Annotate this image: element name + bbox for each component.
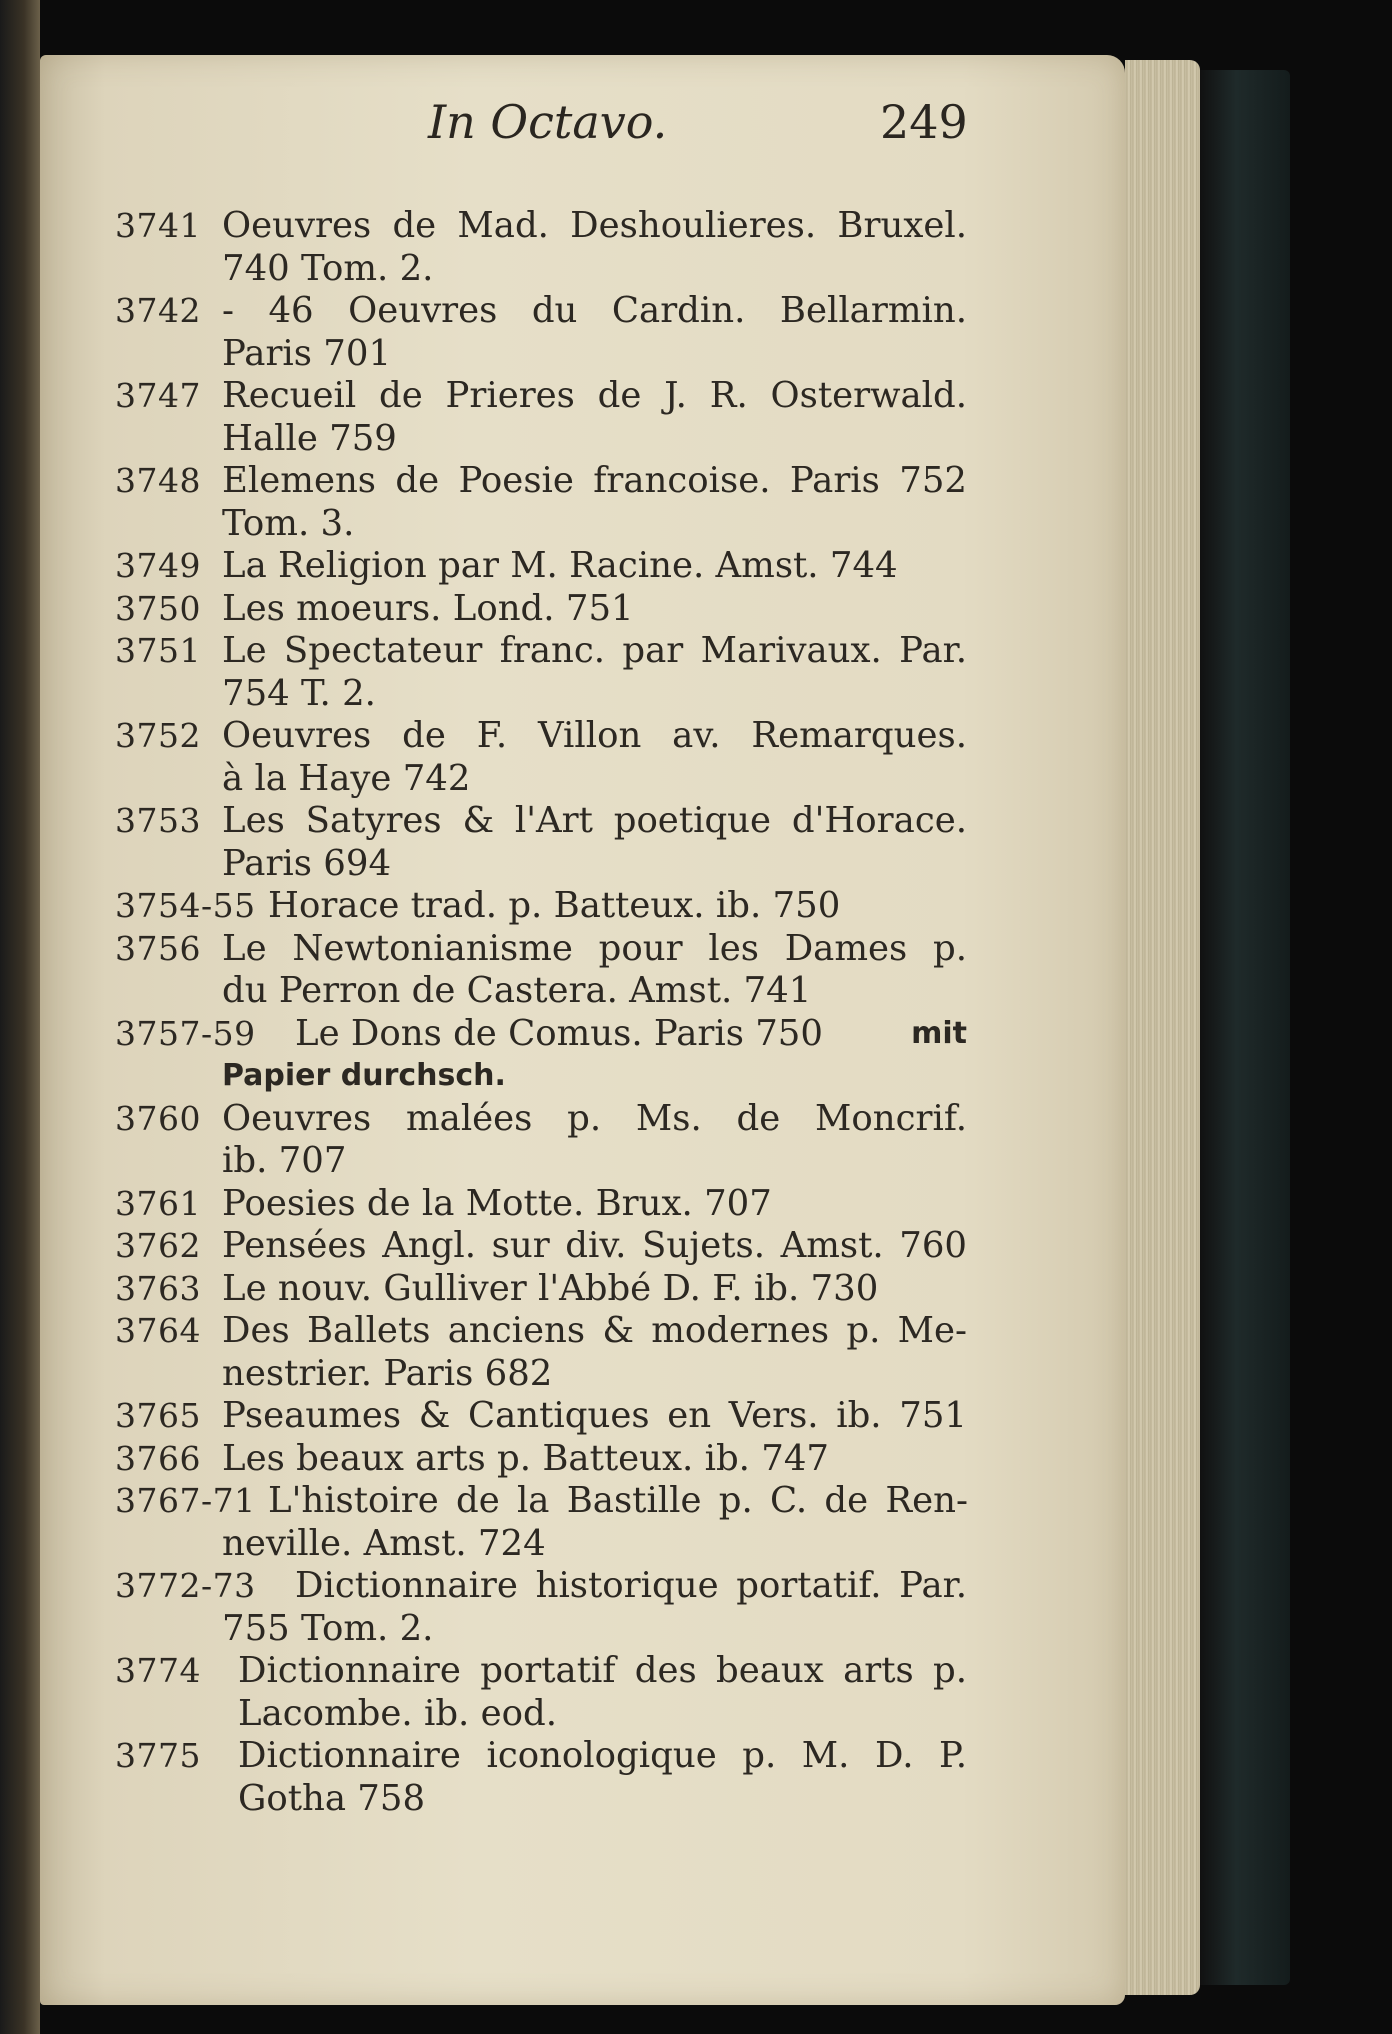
catalogue-entry — [0, 715, 1392, 800]
entry-number: 3763 — [115, 1268, 201, 1308]
entry-continuation: Halle 759 — [222, 417, 397, 459]
entry-title: Oeuvres de Mad. Deshoulieres. Bruxel. — [222, 205, 967, 246]
entry-title: Le nouv. Gulliver l'Abbé D. F. ib. 730 — [222, 1267, 879, 1309]
catalogue-entry — [0, 928, 1392, 1013]
entry-continuation: 740 Tom. 2. — [222, 247, 434, 289]
entry-title: Des Ballets anciens & modernes p. Me- — [222, 1310, 967, 1351]
entry-continuation: nestrier. Paris 682 — [222, 1352, 553, 1394]
entry-title: Dictionnaire portatif des beaux arts p. — [238, 1650, 967, 1691]
entry-continuation: Gotha 758 — [238, 1777, 426, 1819]
entry-number: 3764 — [115, 1311, 201, 1350]
entry-number: 3762 — [115, 1226, 201, 1265]
entry-continuation: Papier durchsch. — [222, 1058, 506, 1093]
catalogue-entry — [0, 290, 1392, 375]
entry-number: 3748 — [115, 461, 201, 500]
entry-title: Les Satyres & l'Art poetique d'Horace. — [222, 800, 967, 841]
entry-title: Dictionnaire iconologique p. M. D. P. — [238, 1735, 967, 1776]
catalogue-entry — [0, 1565, 1392, 1650]
entry-title: Pensées Angl. sur div. Sujets. Amst. 760 — [222, 1225, 967, 1266]
catalogue-entry — [0, 1268, 1392, 1311]
catalogue-entry — [0, 588, 1392, 631]
entry-title: Le Newtonianisme pour les Dames p. — [222, 927, 967, 969]
entry-number: 3767-71 — [115, 1481, 256, 1520]
entry-number: 3766 — [115, 1438, 201, 1478]
entry-number: 3742 — [115, 291, 201, 330]
entry-continuation: Lacombe. ib. eod. — [238, 1692, 557, 1734]
entry-continuation: Paris 694 — [222, 842, 392, 884]
entry-number: 3751 — [115, 631, 201, 670]
entry-title: Les beaux arts p. Batteux. ib. 747 — [222, 1437, 830, 1479]
entry-number: 3749 — [115, 546, 201, 585]
entry-number: 3747 — [115, 376, 201, 415]
catalogue-entry — [0, 1098, 1392, 1183]
entry-continuation: Paris 701 — [222, 332, 392, 374]
entry-number: 3772-73 — [115, 1566, 256, 1605]
entry-continuation: 755 Tom. 2. — [222, 1607, 434, 1649]
catalogue-entry — [0, 1650, 1392, 1735]
catalogue-entries — [0, 205, 1392, 1820]
entry-continuation: neville. Amst. 724 — [222, 1522, 546, 1564]
catalogue-entry — [0, 1735, 1392, 1820]
entry-title: Oeuvres de F. Villon av. Remarques. — [222, 715, 967, 756]
entry-number: 3761 — [115, 1183, 201, 1223]
catalogue-entry — [0, 885, 1392, 928]
running-title: In Octavo. — [428, 95, 668, 149]
catalogue-entry — [0, 1183, 1392, 1226]
catalogue-entry — [0, 1395, 1392, 1438]
entry-title: Pseaumes & Cantiques en Vers. ib. 751 — [222, 1395, 967, 1436]
entry-number: 3750 — [115, 588, 201, 628]
entry-continuation: 754 T. 2. — [222, 672, 376, 714]
catalogue-entry — [0, 630, 1392, 715]
entry-number: 3752 — [115, 716, 201, 755]
entry-number: 3753 — [115, 801, 201, 840]
catalogue-entry — [0, 1013, 1392, 1098]
entry-title: Horace trad. p. Batteux. ib. 750 — [268, 885, 841, 926]
entry-title: - 46 Oeuvres du Cardin. Bellarmin. — [222, 290, 967, 331]
entry-title: Elemens de Poesie francoise. Paris 752 — [222, 460, 967, 501]
entry-note-german: mit — [911, 1015, 967, 1051]
entry-number: 3775 — [115, 1736, 201, 1775]
catalogue-entry — [0, 545, 1392, 588]
catalogue-entry — [0, 375, 1392, 460]
page-header — [0, 95, 1392, 165]
entry-title — [295, 1013, 967, 1056]
entry-continuation: ib. 707 — [222, 1140, 347, 1181]
entry-number: 3774 — [115, 1651, 201, 1690]
entry-title-text: Le Dons de Comus. Paris 750 — [295, 1012, 823, 1054]
entry-title: Recueil de Prieres de J. R. Osterwald. — [222, 375, 967, 416]
catalogue-entry — [0, 1310, 1392, 1395]
page-number: 249 — [880, 95, 968, 149]
catalogue-entry — [0, 205, 1392, 290]
catalogue-entry — [0, 800, 1392, 885]
catalogue-entry — [0, 1438, 1392, 1481]
entry-continuation: du Perron de Castera. Amst. 741 — [222, 970, 812, 1011]
entry-continuation: à la Haye 742 — [222, 757, 471, 799]
entry-title: Poesies de la Motte. Brux. 707 — [222, 1182, 772, 1224]
entry-number: 3741 — [115, 206, 201, 245]
catalogue-entry — [0, 1480, 1392, 1565]
entry-number: 3760 — [115, 1098, 201, 1138]
entry-title: Le Spectateur franc. par Marivaux. Par. — [222, 630, 967, 671]
entry-title: Les moeurs. Lond. 751 — [222, 587, 634, 629]
catalogue-entry — [0, 1225, 1392, 1268]
entry-title: La Religion par M. Racine. Amst. 744 — [222, 545, 898, 586]
entry-number: 3756 — [115, 928, 201, 968]
entry-continuation: Tom. 3. — [222, 502, 355, 544]
entry-number: 3754-55 — [115, 886, 256, 925]
entry-number: 3765 — [115, 1396, 201, 1435]
entry-title: Oeuvres malées p. Ms. de Moncrif. — [222, 1097, 967, 1139]
entry-title: L'histoire de la Bastille p. C. de Ren- — [268, 1480, 968, 1521]
catalogue-entry — [0, 460, 1392, 545]
entry-title: Dictionnaire historique portatif. Par. — [295, 1565, 967, 1606]
entry-number: 3757-59 — [115, 1013, 256, 1053]
